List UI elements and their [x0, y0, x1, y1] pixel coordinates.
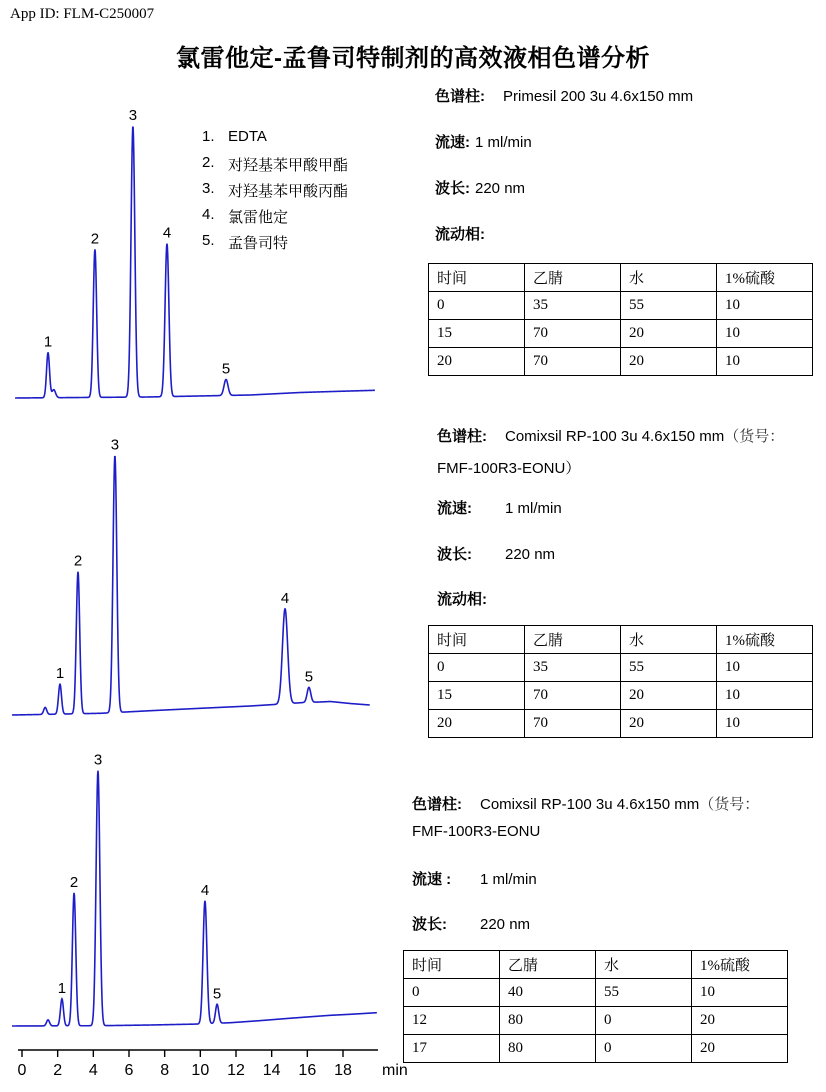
- chromatogram-3-peak-label-4: 4: [200, 881, 210, 899]
- table-cell: 1%硫酸: [717, 626, 813, 654]
- table-cell: 40: [500, 979, 596, 1007]
- table-header-row: [429, 626, 813, 654]
- table-cell: 55: [621, 654, 717, 682]
- wavelength-label: 波长:: [412, 916, 447, 933]
- section2-column-row: [437, 425, 784, 446]
- legend-item: [202, 232, 348, 258]
- legend-item: [202, 128, 348, 154]
- section3-column-row: [412, 793, 759, 814]
- flow-label: 流速:: [437, 500, 472, 517]
- legend-item-label: EDTA: [228, 128, 267, 145]
- table-row: [404, 1035, 788, 1063]
- legend-item: [202, 180, 348, 206]
- section1-column-row: [435, 85, 693, 106]
- wavelength-label: 波长:: [435, 180, 470, 197]
- section1-flow-row: [435, 131, 532, 152]
- table-cell: 0: [596, 1035, 692, 1063]
- legend-item-label: 氯雷他定: [228, 209, 289, 226]
- chromatogram-1-peak-label-2: 2: [90, 230, 100, 248]
- legend-item-number: 2.: [202, 154, 215, 171]
- table-cell: 水: [621, 264, 717, 292]
- table-cell: 55: [596, 979, 692, 1007]
- legend-item-label: 对羟基苯甲酸丙酯: [228, 183, 349, 200]
- time-axis-tick-label: 10: [191, 1062, 210, 1079]
- table-cell: 水: [596, 951, 692, 979]
- mobile-phase-label: 流动相:: [437, 591, 487, 608]
- section3-column-line2: [412, 823, 540, 840]
- chromatogram-1-peak-label-5: 5: [221, 360, 231, 378]
- table-cell: 1%硫酸: [717, 264, 813, 292]
- table-row: [429, 320, 813, 348]
- table-row: [429, 710, 813, 738]
- page-title: 氯雷他定-孟鲁司特制剂的高效液相色谱分析: [176, 45, 650, 72]
- legend-item: [202, 206, 348, 232]
- chromatogram-3-peak-label-2: 2: [69, 873, 79, 891]
- time-axis-tick-label: 4: [88, 1062, 98, 1079]
- chromatogram-3-peak-label-1: 1: [57, 979, 67, 997]
- table-cell: 80: [500, 1007, 596, 1035]
- chromatogram-1-peak-label-3: 3: [128, 107, 138, 125]
- column-note: （货号：: [699, 797, 760, 813]
- table-header-row: [429, 264, 813, 292]
- table-cell: 70: [525, 682, 621, 710]
- table-cell: 80: [500, 1035, 596, 1063]
- table-cell: 10: [717, 348, 813, 376]
- section1-mobile-phase-row: [435, 223, 485, 244]
- column-note: （货号：: [724, 429, 785, 445]
- legend-item: [202, 154, 348, 180]
- table-row: [429, 292, 813, 320]
- chromatogram-3-trace: [12, 771, 377, 1026]
- column-label: 色谱柱:: [435, 88, 485, 105]
- table-cell: 20: [621, 710, 717, 738]
- chromatogram-3-peak-label-5: 5: [212, 985, 222, 1003]
- time-axis-unit-label: min: [382, 1062, 408, 1079]
- flow-value: 1 ml/min: [475, 134, 532, 151]
- chromatogram-2-peak-label-5: 5: [304, 668, 314, 686]
- mobile-phase-table-3: [403, 950, 788, 1063]
- wavelength-label: 波长:: [437, 546, 472, 563]
- table-cell: 乙腈: [525, 264, 621, 292]
- table-cell: 35: [525, 654, 621, 682]
- chromatogram-2-peak-label-2: 2: [73, 552, 83, 570]
- column-value: Comixsil RP-100 3u 4.6x150 mm: [505, 428, 725, 445]
- column-label: 色谱柱:: [437, 428, 487, 445]
- column-value: Comixsil RP-100 3u 4.6x150 mm: [480, 796, 700, 813]
- time-axis-tick-label: 8: [160, 1062, 170, 1079]
- table-cell: 20: [429, 710, 525, 738]
- chromatogram-3-peak-label-3: 3: [93, 751, 103, 769]
- table-cell: 10: [717, 654, 813, 682]
- wavelength-value: 220 nm: [505, 546, 556, 563]
- table-cell: 15: [429, 320, 525, 348]
- chromatogram-2-trace: [12, 457, 370, 715]
- mobile-phase-table-2: [428, 625, 813, 738]
- column-label: 色谱柱:: [412, 796, 462, 813]
- table-cell: 70: [525, 710, 621, 738]
- section2-wavelength-row: [437, 543, 555, 564]
- table-row: [429, 348, 813, 376]
- table-cell: 20: [692, 1035, 788, 1063]
- table-cell: 20: [692, 1007, 788, 1035]
- chromatogram-2-peak-label-3: 3: [110, 436, 120, 454]
- chromatogram-2-peak-label-4: 4: [280, 589, 290, 607]
- table-cell: 20: [621, 320, 717, 348]
- table-cell: 35: [525, 292, 621, 320]
- flow-label: 流速 :: [412, 871, 452, 888]
- app-id-text: App ID: FLM-C250007: [10, 6, 155, 22]
- time-axis-tick-label: 2: [53, 1062, 63, 1079]
- peak-legend: [202, 128, 348, 258]
- column-value-line2: FMF-100R3-EONU: [412, 823, 541, 840]
- legend-item-label: 对羟基苯甲酸甲酯: [228, 157, 349, 174]
- table-header-row: [404, 951, 788, 979]
- legend-item-label: 孟鲁司特: [228, 235, 289, 252]
- table-cell: 时间: [429, 264, 525, 292]
- table-cell: 55: [621, 292, 717, 320]
- table-cell: 10: [717, 292, 813, 320]
- legend-item-number: 4.: [202, 206, 215, 223]
- time-axis-tick-label: 14: [262, 1062, 281, 1079]
- table-cell: 10: [717, 682, 813, 710]
- column-value: Primesil 200 3u 4.6x150 mm: [503, 88, 694, 105]
- section2-flow-row: [437, 497, 562, 518]
- table-cell: 17: [404, 1035, 500, 1063]
- legend-item-number: 1.: [202, 128, 215, 145]
- flow-label: 流速:: [435, 134, 470, 151]
- mobile-phase-table-1: [428, 263, 813, 376]
- table-row: [404, 1007, 788, 1035]
- table-cell: 水: [621, 626, 717, 654]
- mobile-phase-label: 流动相:: [435, 226, 485, 243]
- table-cell: 乙腈: [500, 951, 596, 979]
- table-cell: 20: [621, 682, 717, 710]
- flow-value: 1 ml/min: [480, 871, 537, 888]
- table-cell: 20: [429, 348, 525, 376]
- column-value-line2: FMF-100R3-EONU）: [437, 460, 581, 477]
- wavelength-value: 220 nm: [480, 916, 531, 933]
- table-cell: 12: [404, 1007, 500, 1035]
- flow-value: 1 ml/min: [505, 500, 562, 517]
- table-cell: 0: [429, 654, 525, 682]
- table-cell: 70: [525, 320, 621, 348]
- time-axis-tick-label: 18: [334, 1062, 352, 1079]
- table-row: [429, 682, 813, 710]
- table-cell: 20: [621, 348, 717, 376]
- table-cell: 0: [404, 979, 500, 1007]
- time-axis-tick-label: 6: [124, 1062, 134, 1079]
- chromatogram-1-peak-label-1: 1: [43, 333, 53, 351]
- table-cell: 10: [692, 979, 788, 1007]
- time-axis-tick-label: 12: [227, 1062, 245, 1079]
- table-row: [404, 979, 788, 1007]
- table-cell: 15: [429, 682, 525, 710]
- table-cell: 时间: [429, 626, 525, 654]
- section1-wavelength-row: [435, 177, 525, 198]
- table-cell: 0: [596, 1007, 692, 1035]
- chromatogram-2-peak-label-1: 1: [55, 665, 65, 683]
- table-cell: 乙腈: [525, 626, 621, 654]
- time-axis-tick-label: 0: [17, 1062, 27, 1079]
- legend-item-number: 5.: [202, 232, 215, 249]
- section3-flow-row: [412, 868, 537, 889]
- wavelength-value: 220 nm: [475, 180, 526, 197]
- section3-wavelength-row: [412, 913, 530, 934]
- section2-mobile-phase-row: [437, 588, 487, 609]
- table-cell: 10: [717, 710, 813, 738]
- table-cell: 10: [717, 320, 813, 348]
- section2-column-line2: [437, 457, 580, 478]
- table-cell: 70: [525, 348, 621, 376]
- table-cell: 1%硫酸: [692, 951, 788, 979]
- table-cell: 0: [429, 292, 525, 320]
- chromatogram-1-peak-label-4: 4: [162, 224, 172, 242]
- table-cell: 时间: [404, 951, 500, 979]
- legend-item-number: 3.: [202, 180, 215, 197]
- time-axis-tick-label: 16: [298, 1062, 317, 1079]
- table-row: [429, 654, 813, 682]
